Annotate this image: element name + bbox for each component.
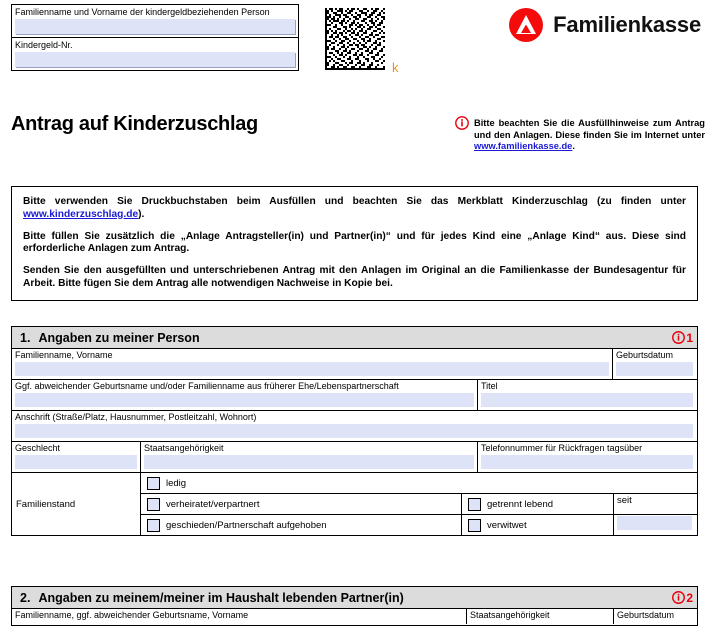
section-1-title: Angaben zu meiner Person — [38, 330, 200, 345]
checkbox-getrennt-lebend[interactable] — [468, 498, 481, 511]
seit-label-cell — [614, 494, 695, 514]
nationality-label: Staatsangehörigkeit — [144, 443, 224, 453]
section-1-header — [12, 327, 697, 349]
partner-name-label: Familienname, ggf. abweichender Geburtsname, Vorname — [15, 610, 249, 620]
beneficiary-name-input[interactable] — [15, 19, 295, 34]
instruction-1-text-a: Bitte verwenden Sie Druckbuchstaben beim Ausfüllen und beachten Sie das Merkblatt Kinderzuschlag (zu finden unter — [23, 196, 686, 207]
row-address — [12, 411, 697, 442]
kindergeld-number-field — [12, 38, 298, 70]
address-input[interactable] — [15, 424, 693, 438]
birthname-label: Ggf. abweichender Geburtsname und/oder Familienname aus früherer Ehe/Lebenspartnerschaft — [15, 381, 399, 391]
birthdate-label: Geburtsdatum — [616, 350, 674, 360]
instruction-1-text-b: ). — [138, 208, 145, 220]
row-birthname-title — [12, 380, 697, 411]
row-marital-status — [12, 473, 697, 535]
marital-status-options — [141, 473, 697, 535]
field-birthname — [12, 380, 478, 410]
familienkasse-link[interactable]: www.familienkasse.de — [474, 141, 573, 151]
fill-hint-note — [455, 118, 705, 153]
section-1-hint-ref — [672, 331, 693, 345]
section-2-title: Angaben zu meinem/meiner im Haushalt lebenden Partner(in) — [38, 590, 404, 605]
seit-value-cell — [614, 515, 695, 535]
beneficiary-name-label: Familienname und Vorname der kindergeldbeziehenden Person — [15, 7, 270, 17]
gender-input[interactable] — [15, 455, 137, 469]
field-address — [12, 411, 696, 441]
fill-hint-text-part1: Bitte beachten Sie die Ausfüllhinweise zum Antrag und den Anlagen. Diese finden Sie im Internet unter — [474, 118, 705, 140]
option-getrennt-lebend[interactable] — [462, 494, 614, 514]
checkbox-geschieden[interactable] — [147, 519, 160, 532]
kinderzuschlag-link[interactable]: www.kinderzuschlag.de — [23, 208, 139, 220]
nationality-input[interactable] — [144, 455, 474, 469]
beneficiary-name-field — [12, 5, 298, 38]
section-1-ref-number: 1 — [686, 330, 693, 345]
section-2 — [11, 586, 698, 626]
instruction-paragraph-1 — [23, 196, 686, 222]
gender-label: Geschlecht — [15, 443, 61, 453]
option-verheiratet[interactable] — [141, 494, 462, 514]
title-label: Titel — [481, 381, 498, 391]
instructions-box — [11, 186, 698, 301]
lastname-firstname-input[interactable] — [15, 362, 609, 376]
field-title — [478, 380, 696, 410]
kindergeld-info-box — [11, 4, 299, 71]
field-lastname-firstname — [12, 349, 613, 379]
option-verheiratet-label: verheiratet/verpartnert — [166, 498, 260, 510]
datamatrix-barcode — [325, 8, 385, 70]
checkbox-verheiratet[interactable] — [147, 498, 160, 511]
section-2-header — [12, 587, 697, 609]
section-1-number: 1. — [20, 330, 31, 345]
birthname-input[interactable] — [15, 393, 474, 407]
marital-line-married — [141, 494, 697, 515]
field-birthdate — [613, 349, 696, 379]
lastname-firstname-label: Familienname, Vorname — [15, 350, 113, 360]
familienkasse-brand — [509, 8, 701, 42]
marital-line-single — [141, 473, 697, 494]
seit-input[interactable] — [617, 516, 692, 530]
page-title: Antrag auf Kinderzuschlag — [11, 113, 258, 135]
section-2-hint-ref — [672, 591, 693, 605]
marital-status-label: Familienstand — [12, 473, 141, 535]
option-getrennt-lebend-label: getrennt lebend — [487, 498, 554, 510]
kindergeld-number-label: Kindergeld-Nr. — [15, 40, 73, 50]
section-2-number: 2. — [20, 590, 31, 605]
row-gender-nationality-phone — [12, 442, 697, 473]
section-1 — [11, 326, 698, 536]
row-name-birthdate — [12, 349, 697, 380]
kindergeld-number-input[interactable] — [15, 52, 295, 67]
seit-label: seit — [617, 495, 632, 506]
bundesagentur-logo-icon — [509, 8, 543, 42]
info-icon — [672, 591, 685, 604]
checkbox-ledig[interactable] — [147, 477, 160, 490]
partner-birthdate-label: Geburtsdatum — [617, 610, 675, 620]
fill-hint-text-part2: . — [572, 141, 575, 151]
field-nationality — [141, 442, 478, 472]
option-ledig[interactable] — [141, 473, 697, 493]
instruction-paragraph-3: Senden Sie den ausgefüllten und unterschriebenen Antrag mit den Anlagen im Original an die Familienkasse der Bundesagentur für Arbeit. Bitte fügen Sie dem Antrag alle notwendigen Nachweise in Kopie bei. — [23, 265, 686, 289]
field-phone — [478, 442, 696, 472]
section-2-ref-number: 2 — [686, 590, 693, 605]
info-icon — [455, 116, 469, 130]
option-verwitwet[interactable] — [462, 515, 614, 535]
phone-label: Telefonnummer für Rückfragen tagsüber — [481, 443, 643, 453]
marital-line-divorced — [141, 515, 697, 535]
option-geschieden[interactable] — [141, 515, 462, 535]
option-geschieden-label: geschieden/Partnerschaft aufgehoben — [166, 519, 327, 531]
address-label: Anschrift (Straße/Platz, Hausnummer, Postleitzahl, Wohnort) — [15, 412, 257, 422]
brand-name: Familienkasse — [553, 12, 701, 37]
field-gender — [12, 442, 141, 472]
option-ledig-label: ledig — [166, 477, 187, 489]
info-icon — [672, 331, 685, 344]
option-verwitwet-label: verwitwet — [487, 519, 527, 531]
partner-nationality-label: Staatsangehörigkeit — [470, 610, 550, 620]
phone-input[interactable] — [481, 455, 693, 469]
birthdate-input[interactable] — [616, 362, 693, 376]
title-input[interactable] — [481, 393, 693, 407]
checkbox-verwitwet[interactable] — [468, 519, 481, 532]
barcode-marker-label: k — [392, 60, 399, 75]
instruction-paragraph-2: Bitte füllen Sie zusätzlich die „Anlage Antragsteller(in) und Partner(in)“ und für jedes Kind eine „Anlage Kind“ aus. Diese sind erforderliche Anlagen zum Antrag. — [23, 230, 686, 255]
page-header — [0, 0, 709, 100]
